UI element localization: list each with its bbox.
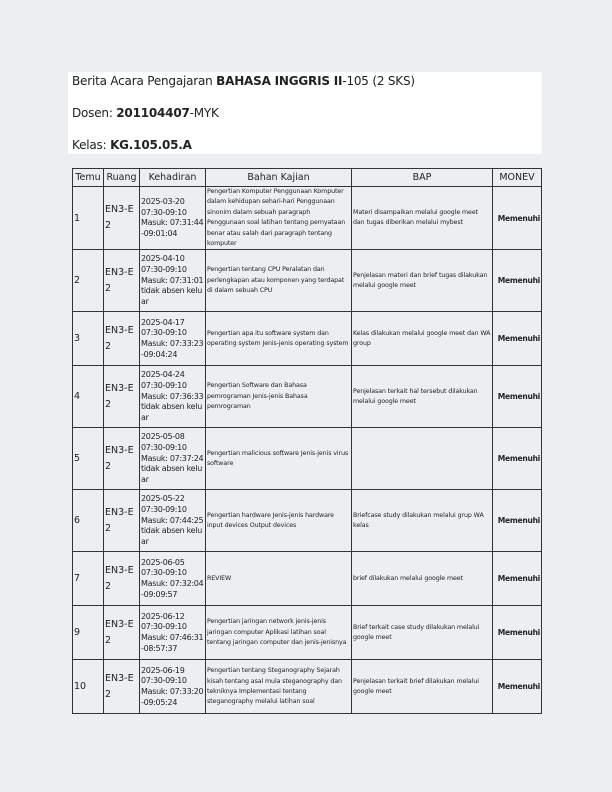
bap-note: Briefcase study dilakukan melalui grup WA kelas [352,490,493,552]
meeting-number: 3 [73,312,104,366]
check-out-time: -09:04:24 [141,349,178,359]
lecturer-line [72,106,219,120]
table-row [73,428,542,490]
table-row [73,660,542,714]
check-in-time: Masuk: 07:33:23 [141,338,204,348]
meeting-number: 4 [73,366,104,428]
meeting-number: 2 [73,250,104,312]
header-kehadiran: Kehadiran [140,169,206,187]
meeting-number: 10 [73,660,104,714]
room-cell: EN3-E2 [104,428,140,490]
table-row [73,312,542,366]
attendance-cell [140,660,206,714]
meeting-number: 9 [73,606,104,660]
header-bahan-kajian: Bahan Kajian [206,169,352,187]
attendance-time: 07:30-09:10 [141,328,187,338]
course-name: BAHASA INGGRIS II [216,74,343,88]
document-header [68,72,542,154]
attendance-cell [140,490,206,552]
meeting-number: 6 [73,490,104,552]
attendance-date: 2025-05-08 [141,432,185,442]
room-cell: EN3-E2 [104,606,140,660]
check-out-time: tidak absen keluar [141,526,202,546]
attendance-time: 07:30-09:10 [141,568,187,578]
table-row [73,250,542,312]
monev-status: Memenuhi [493,312,542,366]
check-out-time: tidak absen keluar [141,464,202,484]
attendance-time: 07:30-09:10 [141,443,187,453]
check-out-time: -09:01:04 [141,228,178,238]
check-out-time: -09:09:57 [141,589,178,599]
attendance-cell [140,606,206,660]
meeting-number: 1 [73,187,104,250]
check-out-time: -08:57:37 [141,643,178,653]
check-out-time: tidak absen keluar [141,402,202,422]
monev-status: Memenuhi [493,552,542,606]
header-temu: Temu [73,169,104,187]
table-row [73,490,542,552]
attendance-cell [140,250,206,312]
course-material: Pengertian tentang CPU Peralatan dan perlengkapan atau komponen yang terdapat di dalam sebuah CPU [206,250,352,312]
attendance-date: 2025-06-05 [141,557,185,567]
attendance-date: 2025-03-20 [141,197,185,207]
course-material: Pengertian jaringan network jenis-jenis jaringan computer Aplikasi latihan soal tentang jaringan computer dan jenis-jenisnya [206,606,352,660]
check-in-time: Masuk: 07:44:25 [141,515,204,525]
table-row [73,187,542,250]
attendance-cell [140,552,206,606]
bap-note: Materi disampaikan melalui google meet dan tugas diberikan melalui mybest [352,187,493,250]
check-in-time: Masuk: 07:31:44 [141,218,204,228]
bap-note: Penjelasan terkait brief dilakukan melalui google meet [352,660,493,714]
monev-status: Memenuhi [493,606,542,660]
class-code: KG.105.05.A [110,138,192,152]
attendance-cell [140,428,206,490]
attendance-cell [140,312,206,366]
attendance-date: 2025-04-10 [141,254,185,264]
meeting-number: 5 [73,428,104,490]
course-material: Pengertian tentang Steganography Sejarah kisah tentang asal mula steganography dan tekniknya Implementasi tentang steganography melalui latihan soal [206,660,352,714]
check-in-time: Masuk: 07:36:33 [141,391,204,401]
attendance-cell [140,366,206,428]
lecturer-label: Dosen: [72,106,117,120]
room-cell: EN3-E2 [104,552,140,606]
header-ruang: Ruang [104,169,140,187]
check-out-time: -09:05:24 [141,697,178,707]
monev-status: Memenuhi [493,187,542,250]
bap-note: Penjelasan materi dan brief tugas dilakukan melalui google meet [352,250,493,312]
lecturer-code: -MYK [189,106,219,120]
course-material: Pengertian malicious software Jenis-jenis virus software [206,428,352,490]
check-out-time: tidak absen keluar [141,286,202,306]
course-material: Pengertian Komputer Penggunaan Komputer dalam kehidupan sehari-hari Penggunaan sinonim dalam sebuah paragraph Penggunaan soal latihan tentang pernyataan benar atau salah dari paragraph tentang komputer [206,187,352,250]
bap-note: Penjelasan terkait hal tersebut dilakukan melalui google meet [352,366,493,428]
room-cell: EN3-E2 [104,187,140,250]
class-label: Kelas: [72,138,111,152]
lecturer-id: 201104407 [116,106,190,120]
attendance-date: 2025-06-19 [141,665,185,675]
bap-note: Kelas dilakukan melalui google meet dan WA group [352,312,493,366]
check-in-time: Masuk: 07:32:04 [141,578,204,588]
attendance-date: 2025-06-12 [141,611,185,621]
attendance-time: 07:30-09:10 [141,207,187,217]
monev-status: Memenuhi [493,428,542,490]
header-monev: MONEV [493,169,542,187]
title-prefix: Berita Acara Pengajaran [72,74,217,88]
table-row [73,606,542,660]
class-line [72,138,192,152]
check-in-time: Masuk: 07:33:20 [141,686,204,696]
table-row [73,366,542,428]
table-row [73,552,542,606]
bap-note: Brief terkait case study dilakukan melalui google meet [352,606,493,660]
course-material: Pengertian apa itu software system dan operating system Jenis-jenis operating system [206,312,352,366]
attendance-date: 2025-04-17 [141,317,185,327]
room-cell: EN3-E2 [104,660,140,714]
header-bap: BAP [352,169,493,187]
check-in-time: Masuk: 07:31:01 [141,275,204,285]
monev-status: Memenuhi [493,366,542,428]
check-in-time: Masuk: 07:37:24 [141,453,204,463]
attendance-time: 07:30-09:10 [141,622,187,632]
course-material: Pengertian hardware Jenis-jenis hardware input devices Output devices [206,490,352,552]
attendance-time: 07:30-09:10 [141,265,187,275]
monev-status: Memenuhi [493,490,542,552]
attendance-time: 07:30-09:10 [141,505,187,515]
course-code: -105 (2 SKS) [342,74,415,88]
attendance-time: 07:30-09:10 [141,381,187,391]
course-material: Pengertian Software dan Bahasa pemrograman Jenis-jenis Bahasa pemrograman [206,366,352,428]
monev-status: Memenuhi [493,660,542,714]
room-cell: EN3-E2 [104,312,140,366]
bap-note [352,428,493,490]
course-material: REVIEW [206,552,352,606]
attendance-date: 2025-05-22 [141,494,185,504]
teaching-record-table [72,168,542,714]
room-cell: EN3-E2 [104,250,140,312]
monev-status: Memenuhi [493,250,542,312]
attendance-date: 2025-04-24 [141,370,185,380]
table-header-row [73,169,542,187]
attendance-time: 07:30-09:10 [141,676,187,686]
room-cell: EN3-E2 [104,490,140,552]
attendance-cell [140,187,206,250]
meeting-number: 7 [73,552,104,606]
report-title [72,74,415,88]
check-in-time: Masuk: 07:46:31 [141,632,204,642]
bap-note: brief dilakukan melalui google meet [352,552,493,606]
room-cell: EN3-E2 [104,366,140,428]
